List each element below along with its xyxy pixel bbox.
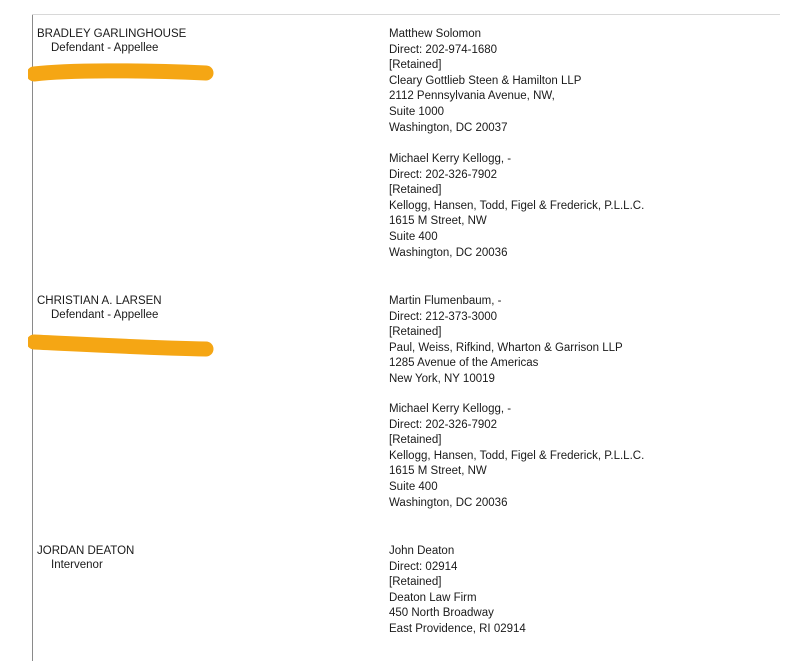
attorney-status: [Retained] [389, 326, 442, 339]
attorney-address-line: 1285 Avenue of the Americas [389, 357, 539, 370]
attorney-address-line: 2112 Pennsylvania Avenue, NW, [389, 90, 555, 103]
party-role: Defendant - Appellee [51, 309, 159, 321]
party-name: BRADLEY GARLINGHOUSE [37, 28, 187, 40]
attorney-name: Michael Kerry Kellogg, - [389, 153, 512, 165]
attorney-name: Matthew Solomon [389, 28, 482, 40]
attorney-address-line: Washington, DC 20036 [389, 496, 508, 509]
attorney-status: [Retained] [389, 576, 442, 589]
attorney-address-line: 450 North Broadway [389, 607, 494, 620]
attorney-address-line: Suite 400 [389, 230, 438, 243]
party-entry [37, 294, 367, 322]
attorney-status: [Retained] [389, 59, 442, 72]
attorney-entry [389, 544, 789, 638]
attorney-status: [Retained] [389, 434, 442, 447]
attorney-phone: Direct: 202-326-7902 [389, 168, 498, 181]
attorney-entry [389, 294, 789, 388]
attorney-entry [389, 27, 789, 136]
attorney-address-line: Suite 400 [389, 480, 438, 493]
attorney-phone: Direct: 202-326-7902 [389, 418, 498, 431]
attorney-name: John Deaton [389, 545, 455, 557]
party-role: Intervenor [51, 559, 103, 571]
attorney-address-line: Washington, DC 20037 [389, 121, 508, 134]
redaction-mark [28, 60, 218, 90]
attorney-firm: Kellogg, Hansen, Todd, Figel & Frederick, P.L.L.C. [389, 449, 645, 462]
attorney-address-line: New York, NY 10019 [389, 372, 495, 385]
attorney-address-line: 1615 M Street, NW [389, 465, 487, 478]
attorney-entry [389, 152, 789, 261]
attorney-phone: Direct: 212-373-3000 [389, 310, 498, 323]
party-entry [37, 27, 367, 55]
top-border-rule [32, 14, 780, 15]
party-name: CHRISTIAN A. LARSEN [37, 295, 162, 307]
attorney-phone: Direct: 202-974-1680 [389, 43, 498, 56]
attorney-firm: Cleary Gottlieb Steen & Hamilton LLP [389, 74, 582, 87]
attorney-name: Michael Kerry Kellogg, - [389, 403, 512, 415]
party-entry [37, 544, 367, 572]
attorney-status: [Retained] [389, 184, 442, 197]
attorney-entry [389, 402, 789, 511]
attorney-firm: Deaton Law Firm [389, 591, 477, 604]
party-role: Defendant - Appellee [51, 42, 159, 54]
party-name: JORDAN DEATON [37, 545, 135, 557]
attorney-firm: Kellogg, Hansen, Todd, Figel & Frederick, P.L.L.C. [389, 199, 645, 212]
attorney-phone: Direct: 02914 [389, 560, 458, 573]
attorney-address-line: East Providence, RI 02914 [389, 622, 526, 635]
redaction-mark [28, 333, 218, 363]
attorney-name: Martin Flumenbaum, - [389, 295, 502, 307]
attorney-address-line: Washington, DC 20036 [389, 246, 508, 259]
attorney-firm: Paul, Weiss, Rifkind, Wharton & Garrison LLP [389, 341, 623, 354]
attorney-address-line: Suite 1000 [389, 105, 444, 118]
attorney-address-line: 1615 M Street, NW [389, 215, 487, 228]
